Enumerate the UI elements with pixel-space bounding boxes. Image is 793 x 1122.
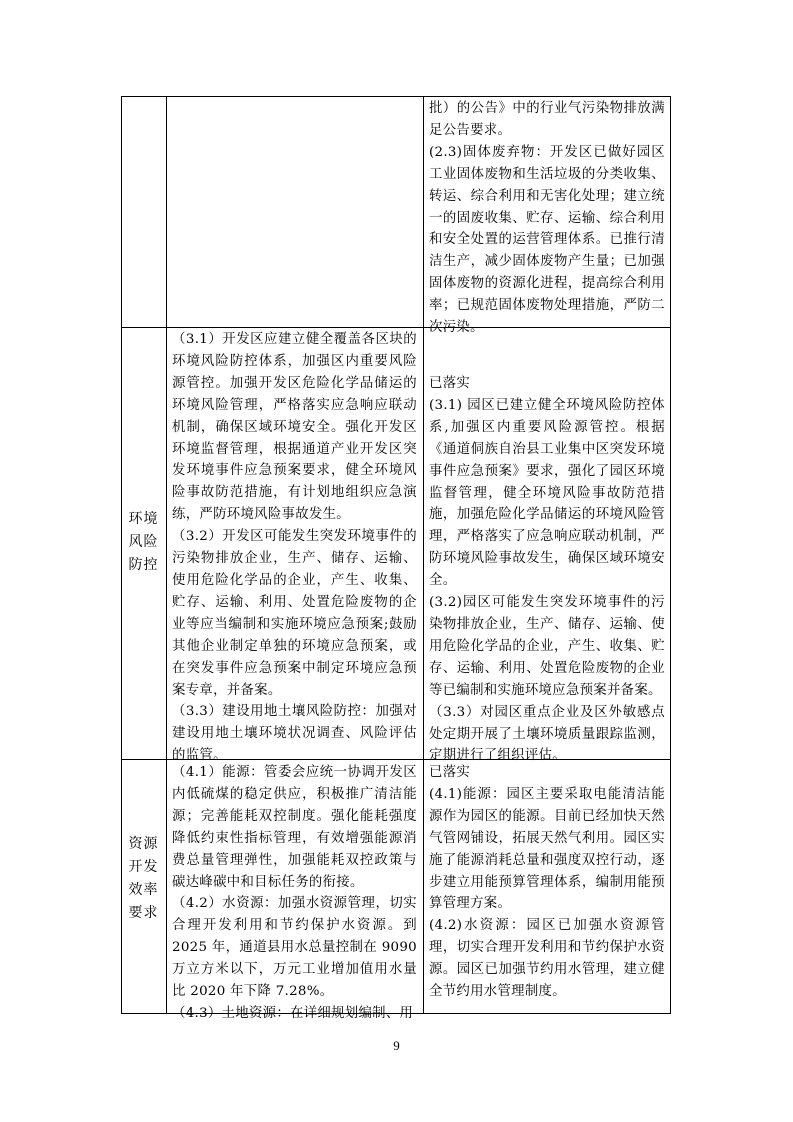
table-border-top [121, 96, 671, 97]
category-line: 要求 [128, 905, 159, 921]
compliance-table [121, 96, 671, 1021]
row-2-category [121, 508, 166, 577]
category-line: 效率 [128, 882, 159, 898]
status-paragraph: (3.2)园区可能发生突发环境事件的污染物排放企业，生产、储存、运输、使用危险化学品的企业，产生、收集、贮存、运输、利用、处置危险废物的企业等已编制和实施环境应急预案并备案。 [429, 595, 665, 698]
category-line: 环境 [128, 511, 159, 527]
row-1-status-cell [429, 98, 665, 339]
table-border-right [670, 96, 671, 1014]
row-3-status-cell [429, 762, 665, 1003]
requirement-paragraph: （4.3）土地资源：在详细规划编制、用 [172, 1005, 414, 1021]
status-paragraph: 批）的公告》中的行业气污染物排放满足公告要求。 [429, 101, 665, 138]
status-paragraph: (4.1)能源：园区主要采取电能清洁能源作为园区的能源。目前已经加快天然气管网铺设，拓展天然气利用。园区实施了能源消耗总量和强度双控行动，逐步建立用能预算管理体系，编制用能预算管理方案。 [429, 786, 665, 912]
category-line: 开发 [128, 859, 159, 875]
row-2-requirement-cell [172, 329, 417, 767]
page-number: 9 [393, 1038, 400, 1053]
requirement-paragraph: （3.1）开发区应建立健全覆盖各区块的环境风险防控体系，加强区内重要风险源管控。加强开发区危险化学品储运的环境风险管理，严格落实应急响应联动机制，确保区域环境安全。强化开发区环境监督管理，根据通道产业开发区突发环境事件应急预案要求，健全环境风险事故防范措施，有计划地组织应急演练，严防环境风险事故发生。 [172, 332, 417, 523]
requirement-paragraph: （4.2）水资源：加强水资源管理，切实合理开发利用和节约保护水资源。到2025 年，通道县用水总量控制在 9090 万立方米以下，万元工业增加值用水量比 2020 年下降 7.28%。 [172, 896, 417, 1000]
status-paragraph: (2.3)固体废弃物：开发区已做好园区工业固体废物和生活垃圾的分类收集、转运、综合利用和无害化处理；建立统一的固废收集、贮存、运输、综合利用和安全处置的运营管理体系。已推行清洁生产，减少固体废物产生量；已加强固体废物的资源化进程，提高综合利用率；已规范固体废物处理措施，严防二次污染。 [429, 144, 665, 336]
status-paragraph: (3.1) 园区已建立健全环境风险防控体系,加强区内重要风险源管控。根据《通道侗族自治县工业集中区突发环境事件应急预案》要求，强化了园区环境监督管理，健全环境风险事故防范措施，加强危险化学品储运的环境风险管理，严格落实了应急响应联动机制，严防环境风险事故发生，确保区域环境安全。 [429, 397, 665, 589]
requirement-paragraph: （3.2）开发区可能发生突发环境事件的污染物排放企业，生产、储存、运输、使用危险化学品的企业，产生、收集、贮存、运输、利用、处置危险废物的企业等应当编制和实施环境应急预案;鼓励其他企业制定单独的环境应急预案，或在突发事件应急预案中制定环境应急预案专章，并备案。 [172, 529, 417, 698]
row-3-category [121, 833, 166, 925]
status-paragraph: （3.3）对园区重点企业及区外敏感点处定期开展了土壤环境质量跟踪监测，定期进行了组织评估。 [429, 704, 665, 764]
column-divider [166, 96, 167, 1014]
row-2-status-cell [429, 373, 665, 767]
category-line: 风险 [128, 534, 159, 550]
category-line: 资源 [128, 836, 159, 852]
category-line: 防控 [128, 557, 159, 573]
requirement-paragraph: （3.3）建设用地土壤风险防控：加强对建设用地土壤环境状况调查、风险评估的监管。 [172, 704, 417, 764]
status-heading: 已落实 [429, 765, 471, 780]
column-divider [423, 96, 424, 1014]
requirement-paragraph: （4.1）能源：管委会应统一协调开发区内低硫煤的稳定供应，积极推广清洁能源；完善能耗双控制度。强化能耗强度降低约束性指标管理，有效增强能源消费总量管理弹性，加强能耗双控政策与碳达峰碳中和目标任务的衔接。 [172, 765, 417, 890]
status-heading: 已落实 [429, 376, 471, 391]
status-paragraph: (4.2)水资源：园区已加强水资源管理，切实合理开发利用和节约保护水资源。园区已加强节约用水管理，建立健全节约用水管理制度。 [429, 918, 665, 1000]
row-3-requirement-cell [172, 762, 417, 1025]
